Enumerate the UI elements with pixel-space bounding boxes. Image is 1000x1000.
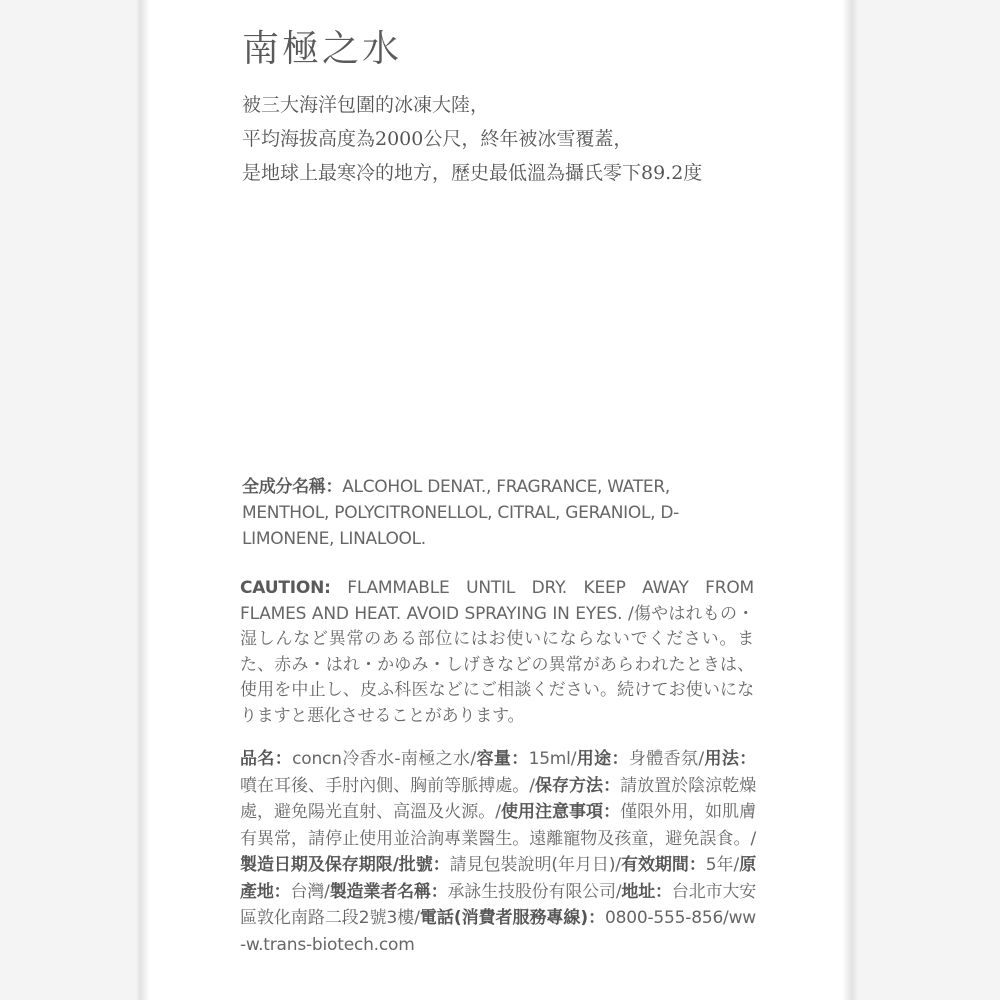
validity-label: 有效期間：	[620, 855, 706, 875]
intro-line: 平均海拔高度為2000公尺，終年被冰雪覆蓋，	[242, 128, 633, 150]
origin-value: 台灣/	[290, 881, 330, 902]
usage-value: 噴在耳後、手肘內側、胸前等脈搏處。/	[240, 775, 535, 796]
storage-label: 保存方法：	[534, 775, 621, 796]
ingredients-label: 全成分名稱：	[242, 477, 343, 497]
date-label: 製造日期及保存期限/批號：	[240, 855, 450, 875]
product-info-section	[240, 746, 756, 958]
storage-value: 請放置於陰涼乾燥處，避免陽光直射、高溫及火源。/	[240, 775, 756, 822]
purpose-label: 用途：	[576, 749, 629, 769]
origin-label: 原產地：	[240, 855, 757, 902]
validity-value: 5年/	[705, 855, 740, 875]
date-value: 請見包裝說明(年月日)/	[449, 855, 621, 875]
caution-label: CAUTION:	[240, 578, 331, 598]
address-label: 地址：	[621, 881, 672, 902]
address-value: 台北市大安區敦化南路二段2號3樓/	[240, 881, 757, 928]
caution-text: FLAMMABLE UNTIL DRY. KEEP AWAY FROM FLAMES AND HEAT. AVOID SPRAYING IN EYES. /傷やはれもの・湿しんなど異常のある部位にはお使いにならないでください。また、赤み・はれ・かゆみ・しげきなどの異常があらわれたときは、使用を中止し、皮ふ科医などにご相談ください。続けてお使いになりますと悪化させることがあります。	[240, 578, 754, 726]
name-value: concn冷香水-南極之水/	[292, 749, 476, 769]
maker-label: 製造業者名稱：	[329, 881, 448, 902]
notes-label: 使用注意事項：	[500, 802, 621, 822]
name-label: 品名：	[240, 749, 293, 769]
usage-label: 用法：	[703, 749, 757, 769]
caution-section	[240, 576, 754, 729]
maker-value: 承詠生技股份有限公司/	[447, 881, 622, 902]
capacity-value: 15ml/	[528, 749, 577, 769]
ingredients-section	[242, 474, 742, 552]
ingredients-text: ALCOHOL DENAT., FRAGRANCE, WATER, MENTHOL, POLYCITRONELLOL, CITRAL, GERANIOL, D-LIMONENE, LINALOOL.	[242, 477, 679, 549]
phone-value: 0800-555-856/ww-w.trans-biotech.com	[240, 908, 756, 955]
phone-label: 電話(消費者服務專線)：	[419, 908, 606, 928]
intro-paragraph	[242, 88, 782, 190]
intro-line: 被三大海洋包圍的冰凍大陸，	[242, 94, 490, 116]
product-title: 南極之水	[242, 27, 402, 70]
capacity-label: 容量：	[475, 749, 529, 769]
purpose-value: 身體香氛/	[628, 749, 704, 769]
notes-value: 僅限外用，如肌膚有異常，請停止使用並洽詢專業醫生。遠離寵物及孩童，避免誤食。/	[240, 802, 756, 849]
intro-line: 是地球上最寒冷的地方，歷史最低溫為攝氏零下89.2度	[242, 162, 703, 184]
